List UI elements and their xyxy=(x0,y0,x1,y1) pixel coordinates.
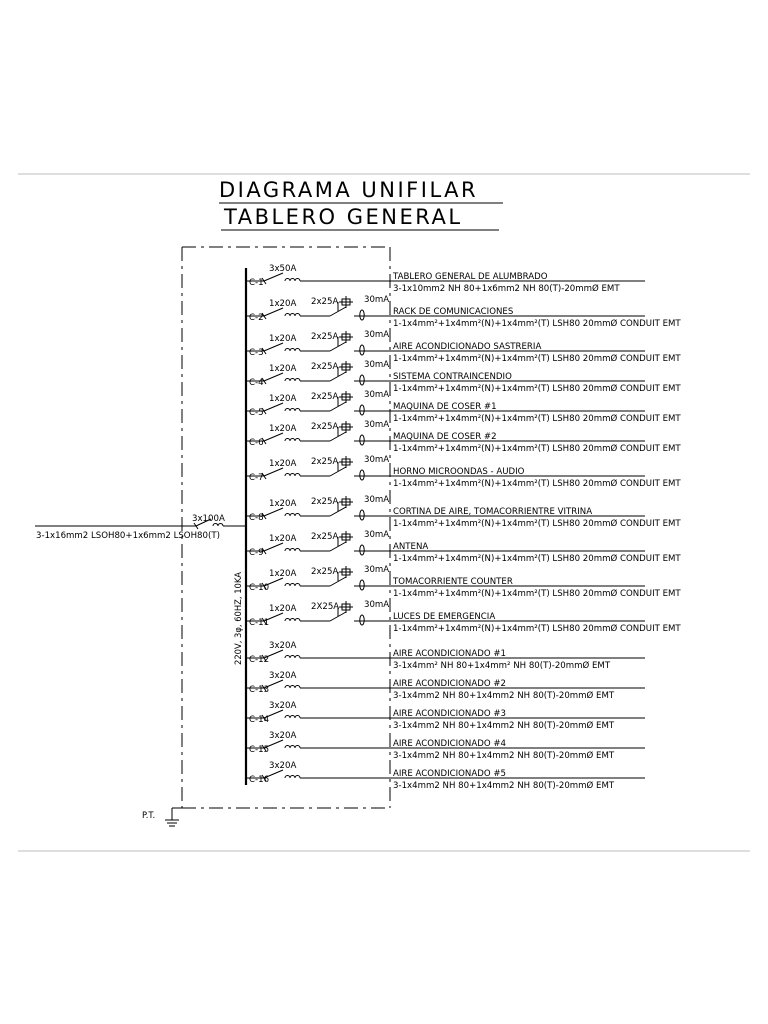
leakage-sensitivity: 30mA xyxy=(364,420,390,430)
circuit-id: C-11 xyxy=(249,618,270,628)
circuit-id: C-7 xyxy=(249,473,264,483)
differential-rating: 2x25A xyxy=(311,532,339,542)
leakage-sensitivity: 30mA xyxy=(364,600,390,610)
load-name: HORNO MICROONDAS - AUDIO xyxy=(393,467,525,477)
breaker-rating: 1x20A xyxy=(269,459,297,469)
load-name: TOMACORRIENTE COUNTER xyxy=(393,577,513,587)
breaker-rating: 1x20A xyxy=(269,364,297,374)
leakage-sensitivity: 30mA xyxy=(364,495,390,505)
circuit-id: C-1 xyxy=(249,278,264,288)
breaker-rating: 1x20A xyxy=(269,569,297,579)
leakage-sensitivity: 30mA xyxy=(364,455,390,465)
cable-spec: 1-1x4mm²+1x4mm²(N)+1x4mm²(T) LSH80 20mmØ CONDUIT EMT xyxy=(393,444,681,454)
cable-spec: 3-1x4mm2 NH 80+1x4mm2 NH 80(T)-20mmØ EMT xyxy=(393,781,615,791)
leakage-sensitivity: 30mA xyxy=(364,565,390,575)
load-name: AIRE ACONDICIONADO SASTRERIA xyxy=(393,342,542,352)
circuit-1 xyxy=(246,264,645,294)
leakage-sensitivity: 30mA xyxy=(364,390,390,400)
incoming-feeder-cable: 3-1x16mm2 LSOH80+1x6mm2 LSOH80(T) xyxy=(36,531,220,541)
breaker-rating: 1x20A xyxy=(269,394,297,404)
load-name: MAQUINA DE COSER #2 xyxy=(393,432,497,442)
circuit-12 xyxy=(246,641,645,671)
main-breaker-rating: 3x100A xyxy=(192,514,225,524)
circuit-8 xyxy=(246,495,681,529)
circuit-id: C-5 xyxy=(249,408,264,418)
circuit-7 xyxy=(246,455,681,489)
load-name: LUCES DE EMERGENCIA xyxy=(393,612,496,622)
load-name: RACK DE COMUNICACIONES xyxy=(393,307,514,317)
circuit-id: C-6 xyxy=(249,438,264,448)
load-name: AIRE ACONDICIONADO #3 xyxy=(393,709,507,719)
circuit-16 xyxy=(246,761,645,791)
circuit-2 xyxy=(246,295,681,329)
leakage-sensitivity: 30mA xyxy=(364,360,390,370)
differential-rating: 2x25A xyxy=(311,422,339,432)
cable-spec: 3-1x4mm2 NH 80+1x4mm2 NH 80(T)-20mmØ EMT xyxy=(393,721,615,731)
cable-spec: 3-1x4mm2 NH 80+1x4mm2 NH 80(T)-20mmØ EMT xyxy=(393,751,615,761)
circuit-id: C-3 xyxy=(249,348,264,358)
circuit-id: C-15 xyxy=(249,745,270,755)
circuit-6 xyxy=(246,420,681,454)
breaker-rating: 3x20A xyxy=(269,701,297,711)
differential-rating: 2x25A xyxy=(311,297,339,307)
circuit-3 xyxy=(246,330,681,364)
cable-spec: 1-1x4mm²+1x4mm²(N)+1x4mm²(T) LSH80 20mmØ CONDUIT EMT xyxy=(393,319,681,329)
differential-rating: 2x25A xyxy=(311,392,339,402)
diagram-title: DIAGRAMA UNIFILAR xyxy=(219,178,479,202)
breaker-rating: 3x20A xyxy=(269,641,297,651)
load-name: ANTENA xyxy=(393,542,429,552)
breaker-rating: 1x20A xyxy=(269,499,297,509)
differential-rating: 2x25A xyxy=(311,362,339,372)
breaker-rating: 3x20A xyxy=(269,731,297,741)
differential-rating: 2X25A xyxy=(311,602,340,612)
circuit-list xyxy=(246,264,681,791)
circuit-13 xyxy=(246,671,645,701)
circuit-15 xyxy=(246,731,645,761)
circuit-id: C-14 xyxy=(249,715,270,725)
circuit-4 xyxy=(246,360,681,394)
cable-spec: 1-1x4mm²+1x4mm²(N)+1x4mm²(T) LSH80 20mmØ CONDUIT EMT xyxy=(393,384,681,394)
load-name: AIRE ACONDICIONADO #4 xyxy=(393,739,507,749)
circuit-id: C-9 xyxy=(249,548,264,558)
circuit-id: C-12 xyxy=(249,655,270,665)
load-name: SISTEMA CONTRAINCENDIO xyxy=(393,372,512,382)
cable-spec: 1-1x4mm²+1x4mm²(N)+1x4mm²(T) LSH80 20mmØ CONDUIT EMT xyxy=(393,589,681,599)
circuit-id: C-2 xyxy=(249,313,264,323)
circuit-id: C-16 xyxy=(249,775,270,785)
circuit-id: C-4 xyxy=(249,378,264,388)
circuit-10 xyxy=(246,565,681,599)
load-name: TABLERO GENERAL DE ALUMBRADO xyxy=(393,272,548,282)
breaker-rating: 1x20A xyxy=(269,424,297,434)
leakage-sensitivity: 30mA xyxy=(364,530,390,540)
differential-rating: 2x25A xyxy=(311,457,339,467)
cable-spec: 3-1x10mm2 NH 80+1x6mm2 NH 80(T)-20mmØ EMT xyxy=(393,284,620,294)
differential-rating: 2x25A xyxy=(311,332,339,342)
leakage-sensitivity: 30mA xyxy=(364,295,390,305)
cable-spec: 1-1x4mm²+1x4mm²(N)+1x4mm²(T) LSH80 20mmØ CONDUIT EMT xyxy=(393,354,681,364)
circuit-14 xyxy=(246,701,645,731)
load-name: AIRE ACONDICIONADO #5 xyxy=(393,769,507,779)
breaker-rating: 3x20A xyxy=(269,761,297,771)
ground-label: P.T. xyxy=(142,810,156,820)
cable-spec: 1-1x4mm²+1x4mm²(N)+1x4mm²(T) LSH80 20mmØ CONDUIT EMT xyxy=(393,624,681,634)
cable-spec: 3-1x4mm² NH 80+1x4mm² NH 80(T)-20mmØ EMT xyxy=(393,661,611,671)
cable-spec: 1-1x4mm²+1x4mm²(N)+1x4mm²(T) LSH80 20mmØ CONDUIT EMT xyxy=(393,554,681,564)
breaker-rating: 3x20A xyxy=(269,671,297,681)
circuit-11 xyxy=(246,600,681,634)
load-name: CORTINA DE AIRE, TOMACORRIENTRE VITRINA xyxy=(393,507,593,517)
load-name: MAQUINA DE COSER #1 xyxy=(393,402,497,412)
circuit-id: C-8 xyxy=(249,513,264,523)
panel-title: TABLERO GENERAL xyxy=(224,205,463,229)
load-name: AIRE ACONDICIONADO #1 xyxy=(393,649,507,659)
leakage-sensitivity: 30mA xyxy=(364,330,390,340)
differential-rating: 2x25A xyxy=(311,497,339,507)
circuit-9 xyxy=(246,530,681,564)
circuit-id: C-10 xyxy=(249,583,270,593)
cable-spec: 3-1x4mm2 NH 80+1x4mm2 NH 80(T)-20mmØ EMT xyxy=(393,691,615,701)
load-name: AIRE ACONDICIONADO #2 xyxy=(393,679,507,689)
cable-spec: 1-1x4mm²+1x4mm²(N)+1x4mm²(T) LSH80 20mmØ CONDUIT EMT xyxy=(393,479,681,489)
ground-symbol xyxy=(165,808,182,826)
cable-spec: 1-1x4mm²+1x4mm²(N)+1x4mm²(T) LSH80 20mmØ CONDUIT EMT xyxy=(393,414,681,424)
breaker-rating: 1x20A xyxy=(269,334,297,344)
breaker-rating: 1x20A xyxy=(269,299,297,309)
breaker-rating: 1x20A xyxy=(269,534,297,544)
busbar-rating-label: 220V, 3φ, 60HZ, 10KA xyxy=(233,572,243,665)
circuit-5 xyxy=(246,390,681,424)
cable-spec: 1-1x4mm²+1x4mm²(N)+1x4mm²(T) LSH80 20mmØ CONDUIT EMT xyxy=(393,519,681,529)
circuit-id: C-13 xyxy=(249,685,270,695)
breaker-rating: 1x20A xyxy=(269,604,297,614)
breaker-rating: 3x50A xyxy=(269,264,297,274)
differential-rating: 2x25A xyxy=(311,567,339,577)
